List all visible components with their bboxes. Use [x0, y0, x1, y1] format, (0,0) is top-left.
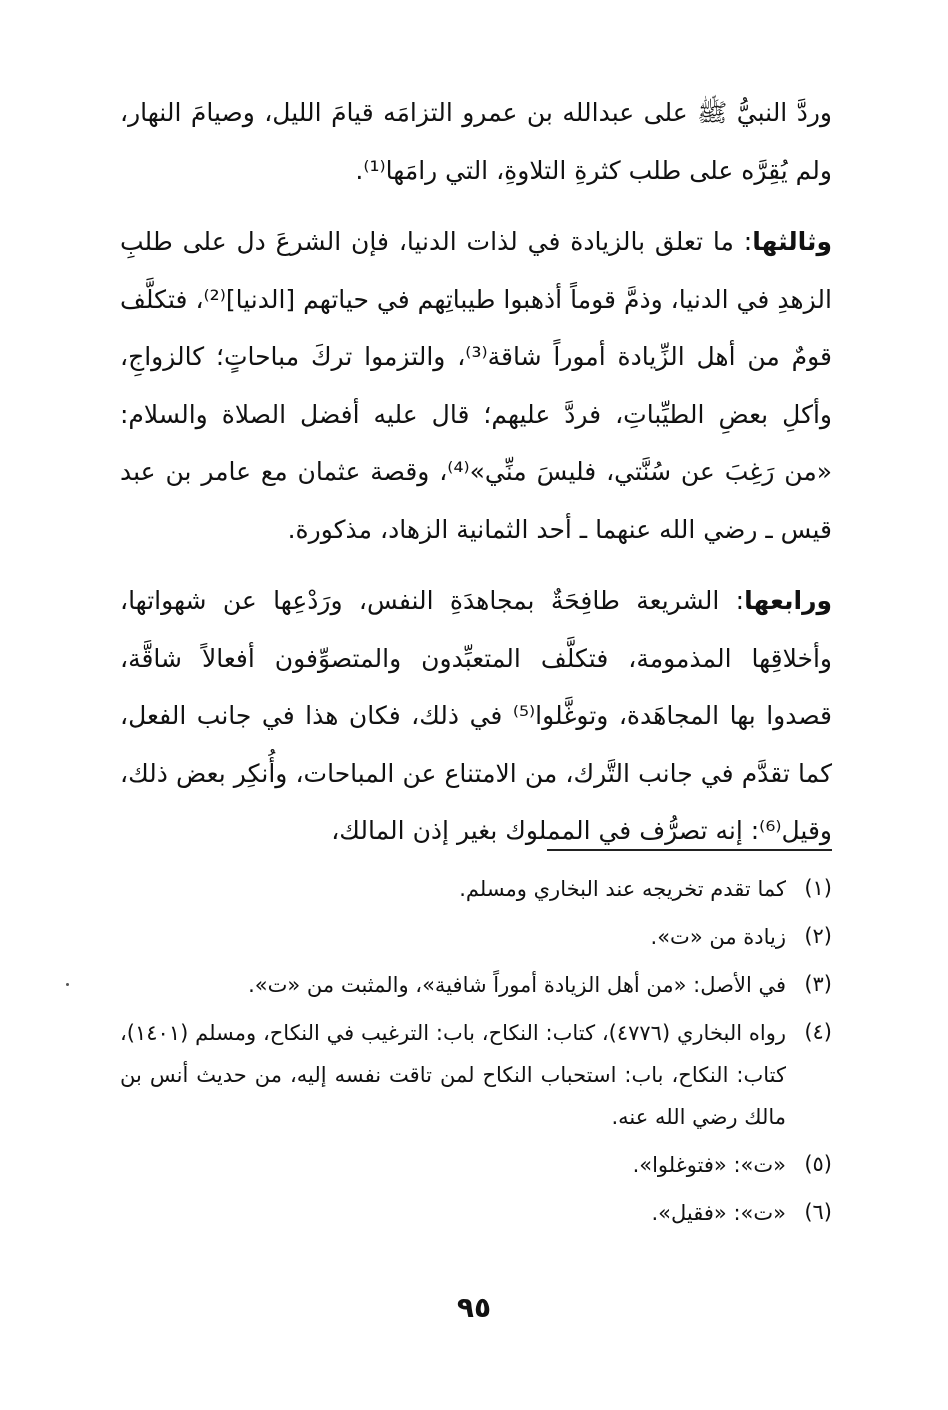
footnote-text: زيادة من «ت».	[650, 925, 786, 949]
footnote-1	[120, 868, 832, 910]
footnote-text: رواه البخاري (٤٧٧٦)، كتاب: النكاح، باب: الترغيب في النكاح، ومسلم (١٤٠١)، كتاب: النكاح، باب: استحباب النكاح لمن تاقت نفسه إليه، من حديث أنس بن مالك رضي الله عنه.	[120, 1021, 786, 1129]
footnotes	[120, 868, 832, 1240]
footnote-number: (٤)	[804, 1020, 832, 1044]
footnote-6	[120, 1192, 832, 1234]
footnote-number: (٢)	[804, 924, 832, 948]
footnote-4	[120, 1012, 832, 1138]
paragraph-3-lead: ورابعها	[744, 586, 832, 615]
page-number: ٩٥	[456, 1291, 492, 1324]
scan-speck	[66, 983, 69, 986]
paragraph-3-text: : الشريعة طافِحَةٌ بمجاهدَةِ النفس، ورَدْعِها عن شهواتها، وأخلاقِها المذمومة، فتكلَّف المتعبِّدون والمتصوِّفون أفعالاً شاقَّة، قصدوا بها المجاهَدة، وتوغَّلوا⁽⁵⁾ في ذلك، فكان هذا في جانب الفعل، كما تقدَّم في جانب التَّرك، من الامتناع عن المباحات، وأُنكِر بعض ذلك، وقيل⁽⁶⁾: إنه تصرُّف في المملوك بغير إذن المالك،	[120, 586, 832, 845]
footnote-text: في الأصل: «من أهل الزيادة أموراً شافية»، والمثبت من «ت».	[248, 973, 786, 997]
footnote-number: (٣)	[804, 972, 832, 996]
paragraph-2-lead: وثالثها	[752, 227, 832, 256]
footnote-separator	[547, 849, 832, 851]
footnote-2	[120, 916, 832, 958]
footnote-text: «ت»: «فقيل».	[651, 1201, 786, 1225]
footnote-number: (١)	[804, 876, 832, 900]
footnote-5	[120, 1144, 832, 1186]
paragraph-2-text: : ما تعلق بالزيادة في لذات الدنيا، فإن الشرعَ دل على طلبِ الزهدِ في الدنيا، وذمَّ قوماً أذهبوا طيباتِهم في حياتهم [الدنيا]⁽²⁾، فتكلَّف قومٌ من أهل الزِّيادة أموراً شاقة⁽³⁾، والتزموا تركَ مباحاتٍ؛ كالزواجِ، وأكلِ بعضِ الطيِّباتِ، فردَّ عليهم؛ قال عليه أفضل الصلاة والسلام: «من رَغِبَ عن سُنَّتي، فليسَ منِّي»⁽⁴⁾، وقصة عثمان مع عامر بن عبد قيس ـ رضي الله عنهما ـ أحد الثمانية الزهاد، مذكورة.	[120, 227, 833, 544]
paragraph-1	[120, 84, 832, 199]
footnote-text: «ت»: «فتوغلوا».	[632, 1153, 786, 1177]
footnote-number: (٦)	[804, 1200, 832, 1224]
main-text	[120, 84, 832, 874]
footnote-3	[120, 964, 832, 1006]
footnote-number: (٥)	[804, 1152, 832, 1176]
paragraph-3	[120, 572, 832, 860]
paragraph-2	[120, 213, 832, 558]
paragraph-1-text: وردَّ النبيُّ ﷺ على عبدالله بن عمرو التزامَه قيامَ الليل، وصيامَ النهار، ولم يُقِرَّه على طلب كثرةِ التلاوةِ، التي رامَها⁽¹⁾.	[120, 98, 832, 185]
footnote-text: كما تقدم تخريجه عند البخاري ومسلم.	[459, 877, 786, 901]
